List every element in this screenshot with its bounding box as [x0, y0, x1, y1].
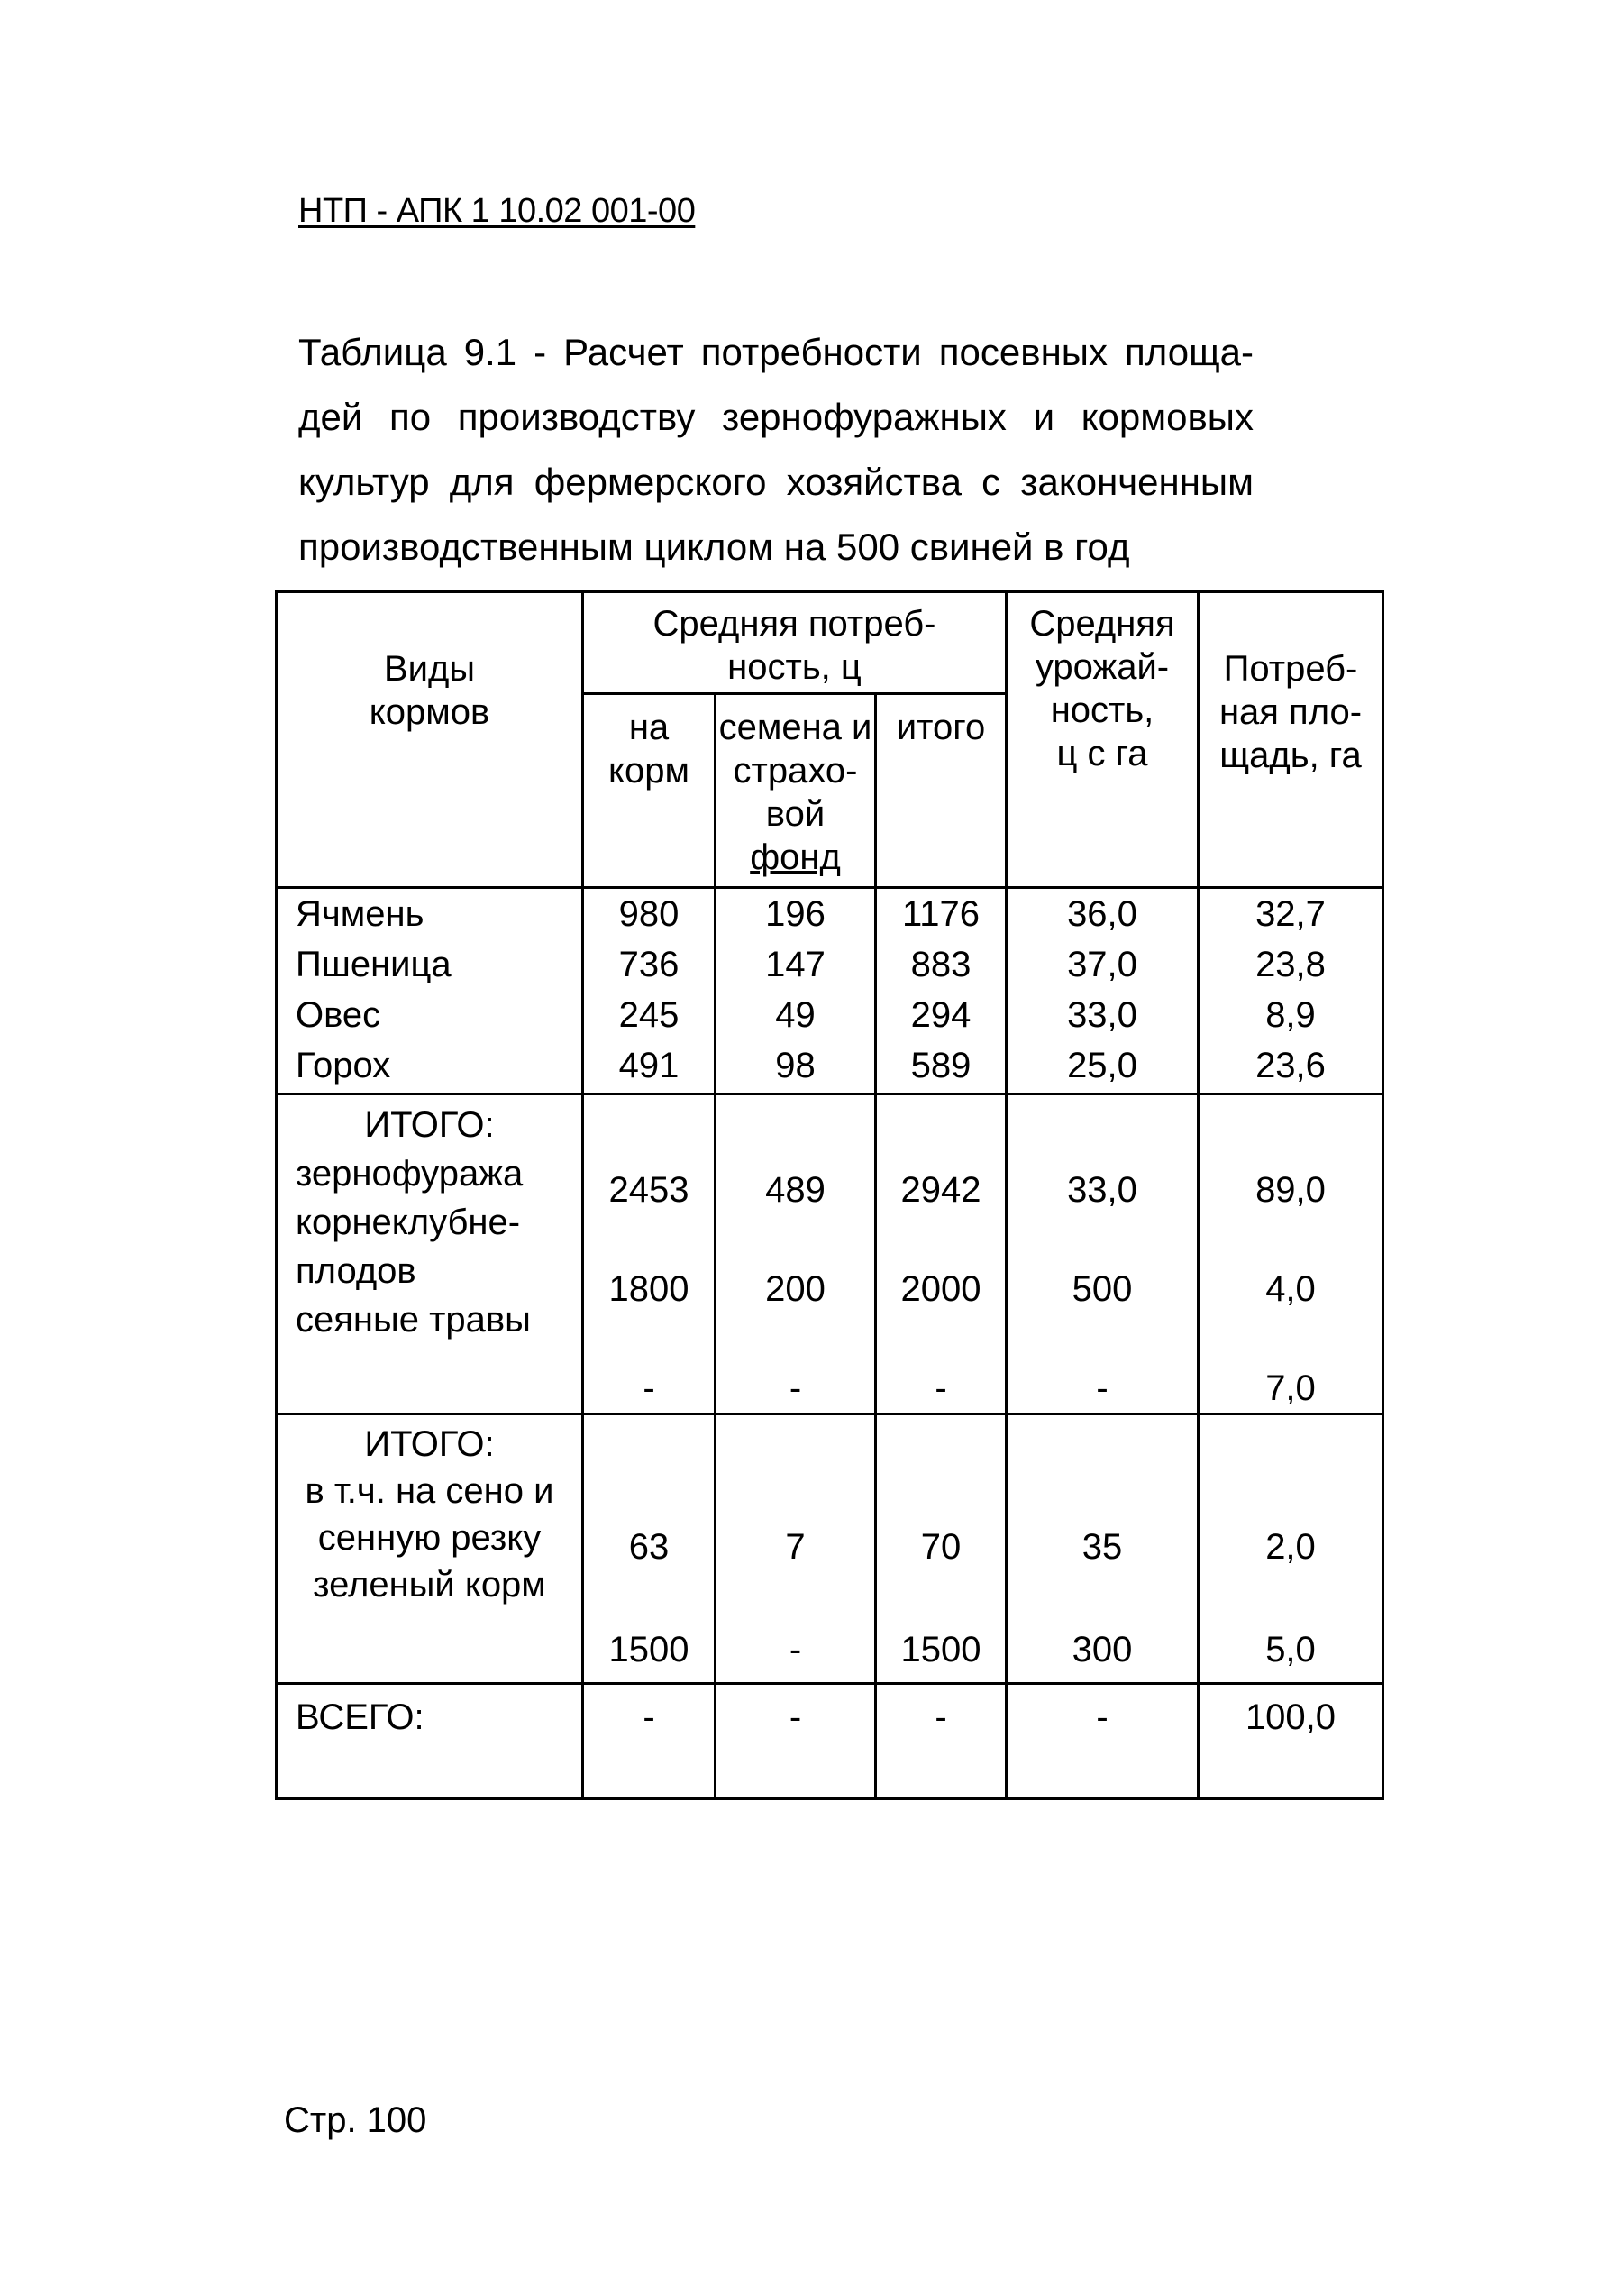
document-code: НТП - АПК 1 10.02 001-00: [298, 192, 696, 230]
cell-value: -: [1096, 1368, 1109, 1408]
header-feed-types: [277, 592, 583, 888]
cell-value: 200: [765, 1269, 826, 1309]
cell-value: 1500: [608, 1630, 689, 1669]
cell-value: 2000: [900, 1269, 981, 1309]
crops-seeds: [716, 888, 876, 1094]
cell-value: 736: [618, 945, 680, 984]
crops-na-korm: [583, 888, 716, 1094]
crop-names: [277, 888, 583, 1094]
total-label: [277, 1684, 583, 1799]
crops-row: [277, 888, 1383, 1094]
cell-value: 147: [765, 945, 826, 984]
header-text: кормов: [369, 692, 490, 732]
header-seeds: [716, 694, 876, 888]
header-itogo: [876, 694, 1007, 888]
cell-value: 883: [910, 945, 972, 984]
group2-itogo: [876, 1414, 1007, 1684]
header-text: ная пло-: [1218, 692, 1363, 732]
header-text: корм: [608, 751, 689, 791]
cell-value: -: [935, 1368, 947, 1408]
row-label: сеяные травы: [296, 1300, 531, 1340]
group2-labels: [277, 1414, 583, 1684]
header-na-korm: [583, 694, 716, 888]
cell-value: 1176: [901, 894, 980, 934]
crop-name: Ячмень: [296, 894, 424, 934]
cell-value: 33,0: [1067, 1170, 1137, 1210]
header-text: вой: [765, 794, 826, 834]
header-text: итого: [896, 708, 986, 747]
cell-value: 589: [910, 1046, 972, 1085]
row-label: плодов: [296, 1251, 416, 1291]
group1-labels: [277, 1094, 583, 1414]
cell-value: 7,0: [1265, 1368, 1316, 1408]
cell-value: -: [789, 1630, 802, 1669]
cell-value: -: [643, 1368, 655, 1408]
group1-na-korm: [583, 1094, 716, 1414]
subtotal-row: [277, 1094, 1383, 1414]
header-text: ц с га: [1056, 734, 1148, 773]
total-na-korm: -: [583, 1684, 716, 1799]
cell-value: 2453: [608, 1170, 689, 1210]
cell-value: 98: [775, 1046, 816, 1085]
row-label: в т.ч. на сено и: [305, 1471, 554, 1511]
crops-area: [1199, 888, 1383, 1094]
header-avg-need: [583, 592, 1007, 694]
table-caption: [298, 320, 1254, 580]
page-number: Стр. 100: [284, 2100, 427, 2140]
cell-value: 2,0: [1265, 1527, 1316, 1567]
cell-value: 294: [910, 995, 972, 1035]
total-area: 100,0: [1199, 1684, 1383, 1799]
group2-area: [1199, 1414, 1383, 1684]
cell-value: 7: [785, 1527, 806, 1567]
header-text: страхо-: [733, 751, 858, 791]
header-row: [277, 592, 1383, 694]
cell-value: 33,0: [1067, 995, 1137, 1035]
header-text: Средняя: [1029, 604, 1175, 644]
row-label: корнеклубне-: [296, 1203, 521, 1242]
subtotal-title: ИТОГО:: [364, 1105, 495, 1145]
group2-na-korm: [583, 1414, 716, 1684]
caption-line: культур для фермерского хозяйства с законченным: [298, 461, 1254, 503]
cell-value: 5,0: [1265, 1630, 1316, 1669]
cell-value: 300: [1072, 1630, 1133, 1669]
header-text: Средняя потреб-: [652, 604, 936, 644]
cell-value: 8,9: [1265, 995, 1316, 1035]
cell-value: 23,8: [1255, 945, 1326, 984]
cell-value: 491: [618, 1046, 680, 1085]
header-text: ность, ц: [727, 647, 862, 687]
cell-value: 89,0: [1255, 1170, 1326, 1210]
cell-value: 70: [920, 1527, 962, 1567]
crop-name: Овес: [296, 995, 381, 1035]
cell-value: 196: [765, 894, 826, 934]
header-text: семена и: [718, 708, 872, 747]
header-area: [1199, 592, 1383, 888]
cell-value: 1800: [608, 1269, 689, 1309]
cell-value: 49: [775, 995, 816, 1035]
row-label: зеленый корм: [313, 1565, 546, 1605]
cell-value: 35: [1081, 1527, 1123, 1567]
header-text: урожай-: [1035, 647, 1170, 687]
header-text: щадь, га: [1219, 736, 1362, 775]
total-yield: -: [1007, 1684, 1199, 1799]
header-text: Виды: [383, 649, 476, 689]
header-text: фонд: [750, 837, 841, 877]
total-row: [277, 1684, 1383, 1799]
crop-name: Горох: [296, 1046, 391, 1085]
crops-itogo: [876, 888, 1007, 1094]
total-seeds: -: [716, 1684, 876, 1799]
header-yield: [1007, 592, 1199, 888]
cell-value: 980: [618, 894, 680, 934]
subtotal-row: [277, 1414, 1383, 1684]
group2-yield: [1007, 1414, 1199, 1684]
group1-yield: [1007, 1094, 1199, 1414]
cell-value: 500: [1072, 1269, 1133, 1309]
cell-value: 32,7: [1255, 894, 1326, 934]
header-text: на: [628, 708, 670, 747]
header-text: Потреб-: [1223, 649, 1358, 689]
cell-value: 23,6: [1255, 1046, 1326, 1085]
crop-name: Пшеница: [296, 945, 452, 984]
group2-seeds: [716, 1414, 876, 1684]
feed-area-table: [275, 590, 1384, 1800]
cell-value: 4,0: [1265, 1269, 1316, 1309]
caption-line: Таблица 9.1 - Расчет потребности посевных площа-: [298, 331, 1254, 373]
group1-itogo: [876, 1094, 1007, 1414]
cell-value: 245: [618, 995, 680, 1035]
header-text: ность,: [1050, 691, 1154, 730]
cell-value: 489: [765, 1170, 826, 1210]
cell-value: 25,0: [1067, 1046, 1137, 1085]
cell-value: 1500: [900, 1630, 981, 1669]
group1-seeds: [716, 1094, 876, 1414]
row-label: сенную резку: [317, 1518, 542, 1558]
row-label: зернофуража: [296, 1154, 524, 1194]
caption-line: производственным циклом на 500 свиней в год: [298, 526, 1130, 568]
total-itogo: -: [876, 1684, 1007, 1799]
caption-line: дей по производству зернофуражных и кормовых: [298, 396, 1254, 438]
cell-value: 63: [628, 1527, 670, 1567]
crops-yield: [1007, 888, 1199, 1094]
subtotal-title: ИТОГО:: [364, 1424, 495, 1464]
cell-value: -: [789, 1368, 802, 1408]
cell-value: 2942: [900, 1170, 981, 1210]
group1-area: [1199, 1094, 1383, 1414]
total-title: ВСЕГО:: [296, 1697, 424, 1737]
cell-value: 36,0: [1067, 894, 1137, 934]
cell-value: 37,0: [1067, 945, 1137, 984]
